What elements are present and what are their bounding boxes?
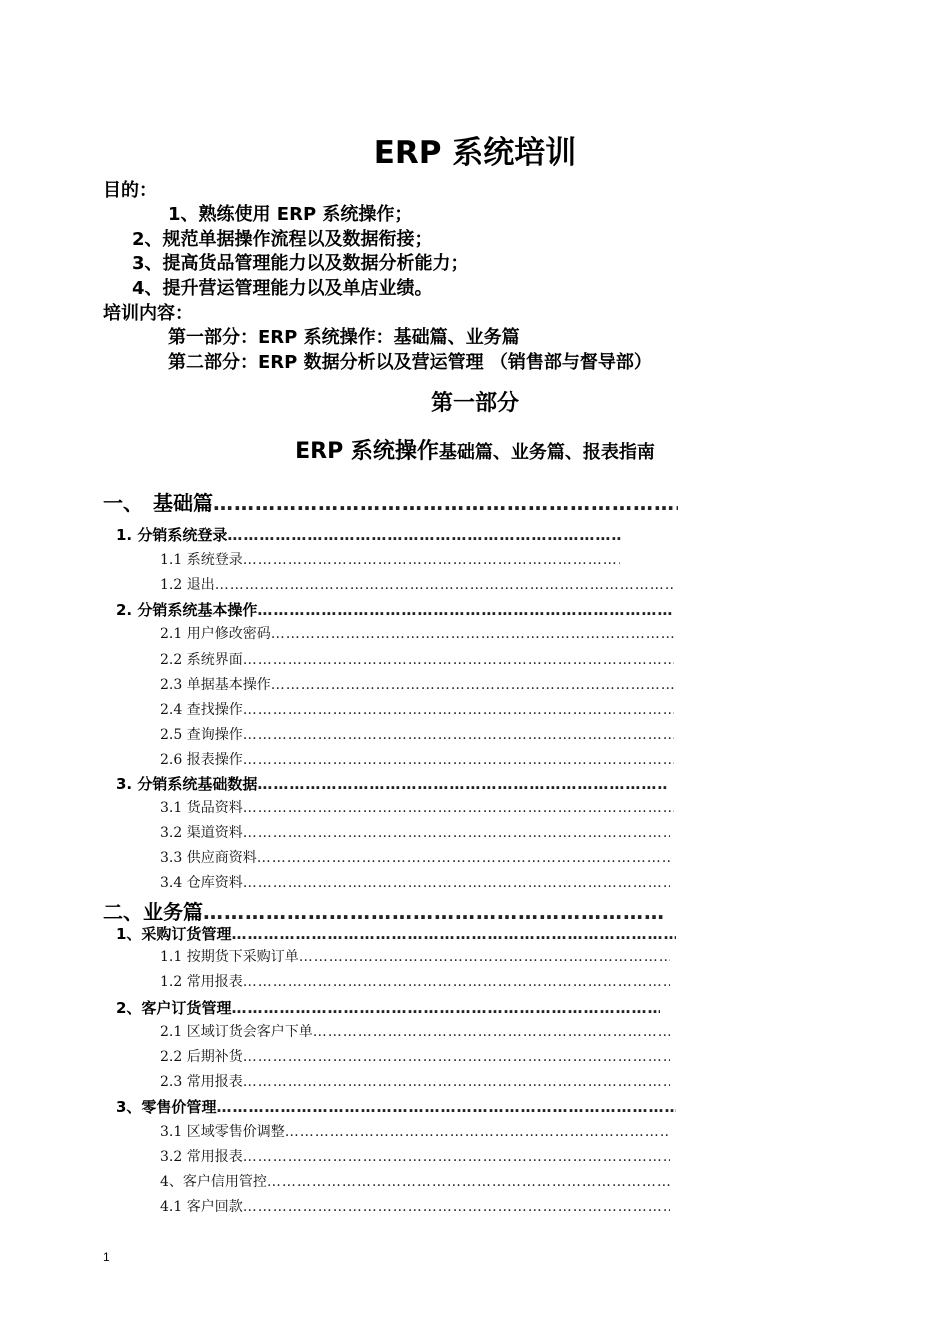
toc-leader (313, 1024, 670, 1040)
toc-leader (267, 1174, 670, 1190)
document-title: ERP 系统培训 (373, 135, 577, 171)
toc-leader (213, 491, 678, 515)
toc-leader (243, 974, 670, 990)
toc-leader (285, 1124, 670, 1140)
toc-leader (243, 702, 674, 718)
toc-entry-label: 3.1 货品资料 (160, 800, 243, 816)
toc-section-label: 一、 基础篇 (103, 491, 213, 515)
purpose-heading: 目的： (103, 180, 157, 201)
toc-entry-label: 3.1 区域零售价调整 (160, 1124, 285, 1140)
toc-leader (231, 925, 676, 943)
toc-leader (257, 601, 674, 619)
toc-entry[interactable] (160, 847, 670, 867)
toc-leader (243, 875, 670, 891)
toc-leader (243, 1149, 670, 1165)
content-item: 第二部分：ERP 数据分析以及营运管理 （销售部与督导部） (168, 352, 652, 373)
toc-entry[interactable] (160, 649, 674, 669)
part-subtitle-main: ERP 系统操作 (295, 439, 439, 464)
toc-chapter[interactable] (116, 997, 660, 1018)
toc-chapter[interactable] (116, 773, 668, 794)
toc-entry[interactable] (160, 1071, 670, 1091)
toc-entry[interactable] (160, 1196, 670, 1216)
toc-entry[interactable] (160, 699, 674, 719)
toc-leader (227, 526, 622, 544)
toc-entry[interactable] (160, 1146, 670, 1166)
toc-leader (243, 727, 674, 743)
toc-leader (243, 652, 674, 668)
toc-leader (216, 1098, 676, 1116)
toc-leader (257, 850, 670, 866)
toc-section[interactable] (103, 896, 665, 925)
toc-entry-label: 2.2 系统界面 (160, 652, 243, 668)
toc-entry-label: 2.1 用户修改密码 (160, 626, 271, 642)
purpose-item: 3、提高货品管理能力以及数据分析能力； (132, 253, 469, 274)
toc-entry[interactable] (160, 822, 670, 842)
toc-chapter[interactable] (116, 524, 622, 545)
toc-entry[interactable] (160, 574, 674, 594)
toc-entry[interactable] (160, 674, 674, 694)
toc-chapter-label: 1、采购订货管理 (116, 925, 232, 943)
toc-leader (257, 775, 668, 793)
toc-entry[interactable] (160, 549, 620, 569)
toc-leader (243, 752, 674, 768)
toc-leader (271, 626, 674, 642)
toc-leader (243, 825, 670, 841)
toc-section[interactable] (103, 487, 678, 516)
toc-leader (271, 677, 674, 693)
toc-chapter[interactable] (116, 1096, 676, 1117)
purpose-item: 4、提升营运管理能力以及单店业绩。 (132, 278, 433, 299)
toc-chapter-label: 3、零售价管理 (116, 1098, 217, 1116)
toc-entry-label: 3.2 常用报表 (160, 1149, 243, 1165)
toc-entry[interactable] (160, 724, 674, 744)
toc-entry[interactable] (160, 971, 670, 991)
part-subtitle (0, 434, 950, 465)
toc-entry-label: 2.2 后期补货 (160, 1049, 243, 1065)
toc-leader (243, 1074, 670, 1090)
toc-entry-label: 3.4 仓库资料 (160, 875, 243, 891)
toc-entry-label: 2.4 查找操作 (160, 702, 243, 718)
toc-entry[interactable] (160, 1171, 670, 1191)
toc-leader (243, 1199, 670, 1215)
toc-chapter-label: 1. 分销系统登录 (116, 526, 228, 544)
toc-leader (243, 1049, 670, 1065)
toc-entry-label: 1.1 系统登录 (160, 552, 243, 568)
toc-leader (243, 800, 674, 816)
toc-chapter[interactable] (116, 923, 676, 944)
toc-entry[interactable] (160, 946, 670, 966)
toc-entry-label: 1.2 退出 (160, 577, 215, 593)
toc-entry-label: 2.6 报表操作 (160, 752, 243, 768)
toc-entry[interactable] (160, 749, 674, 769)
toc-entry[interactable] (160, 872, 670, 892)
toc-entry[interactable] (160, 797, 674, 817)
toc-entry-label: 3.2 渠道资料 (160, 825, 243, 841)
content-item: 第一部分：ERP 系统操作：基础篇、业务篇 (168, 327, 520, 348)
toc-entry-label: 4.1 客户回款 (160, 1199, 243, 1215)
toc-entry[interactable] (160, 1046, 670, 1066)
toc-section-label: 二、业务篇 (103, 900, 203, 924)
toc-entry-label: 1.2 常用报表 (160, 974, 243, 990)
toc-chapter-label: 3. 分销系统基础数据 (116, 775, 258, 793)
toc-entry-label: 1.1 按期货下采购订单 (160, 949, 299, 965)
toc-leader (231, 999, 660, 1017)
toc-chapter-label: 2、客户订货管理 (116, 999, 232, 1017)
toc-leader (299, 949, 670, 965)
toc-chapter-label: 2. 分销系统基本操作 (116, 601, 258, 619)
toc-entry-label: 2.3 单据基本操作 (160, 677, 271, 693)
purpose-item: 1、熟练使用 ERP 系统操作； (168, 204, 413, 225)
toc-entry-label: 3.3 供应商资料 (160, 850, 257, 866)
toc-entry[interactable] (160, 1021, 670, 1041)
toc-leader (203, 900, 665, 924)
toc-entry-label: 2.3 常用报表 (160, 1074, 243, 1090)
toc-entry-label: 2.1 区域订货会客户下单 (160, 1024, 313, 1040)
page-number: 1 (103, 1250, 110, 1264)
part-title: 第一部分 (430, 391, 519, 416)
part-subtitle-rest: 基础篇、业务篇、报表指南 (438, 442, 655, 463)
toc-entry[interactable] (160, 1121, 670, 1141)
toc-chapter[interactable] (116, 599, 674, 620)
purpose-item: 2、规范单据操作流程以及数据衔接； (132, 229, 433, 250)
toc-leader (243, 552, 620, 568)
toc-entry-label: 2.5 查询操作 (160, 727, 243, 743)
toc-entry-label: 4、客户信用管控 (160, 1174, 267, 1190)
toc-leader (215, 577, 674, 593)
content-heading: 培训内容： (103, 303, 193, 324)
toc-entry[interactable] (160, 623, 674, 643)
